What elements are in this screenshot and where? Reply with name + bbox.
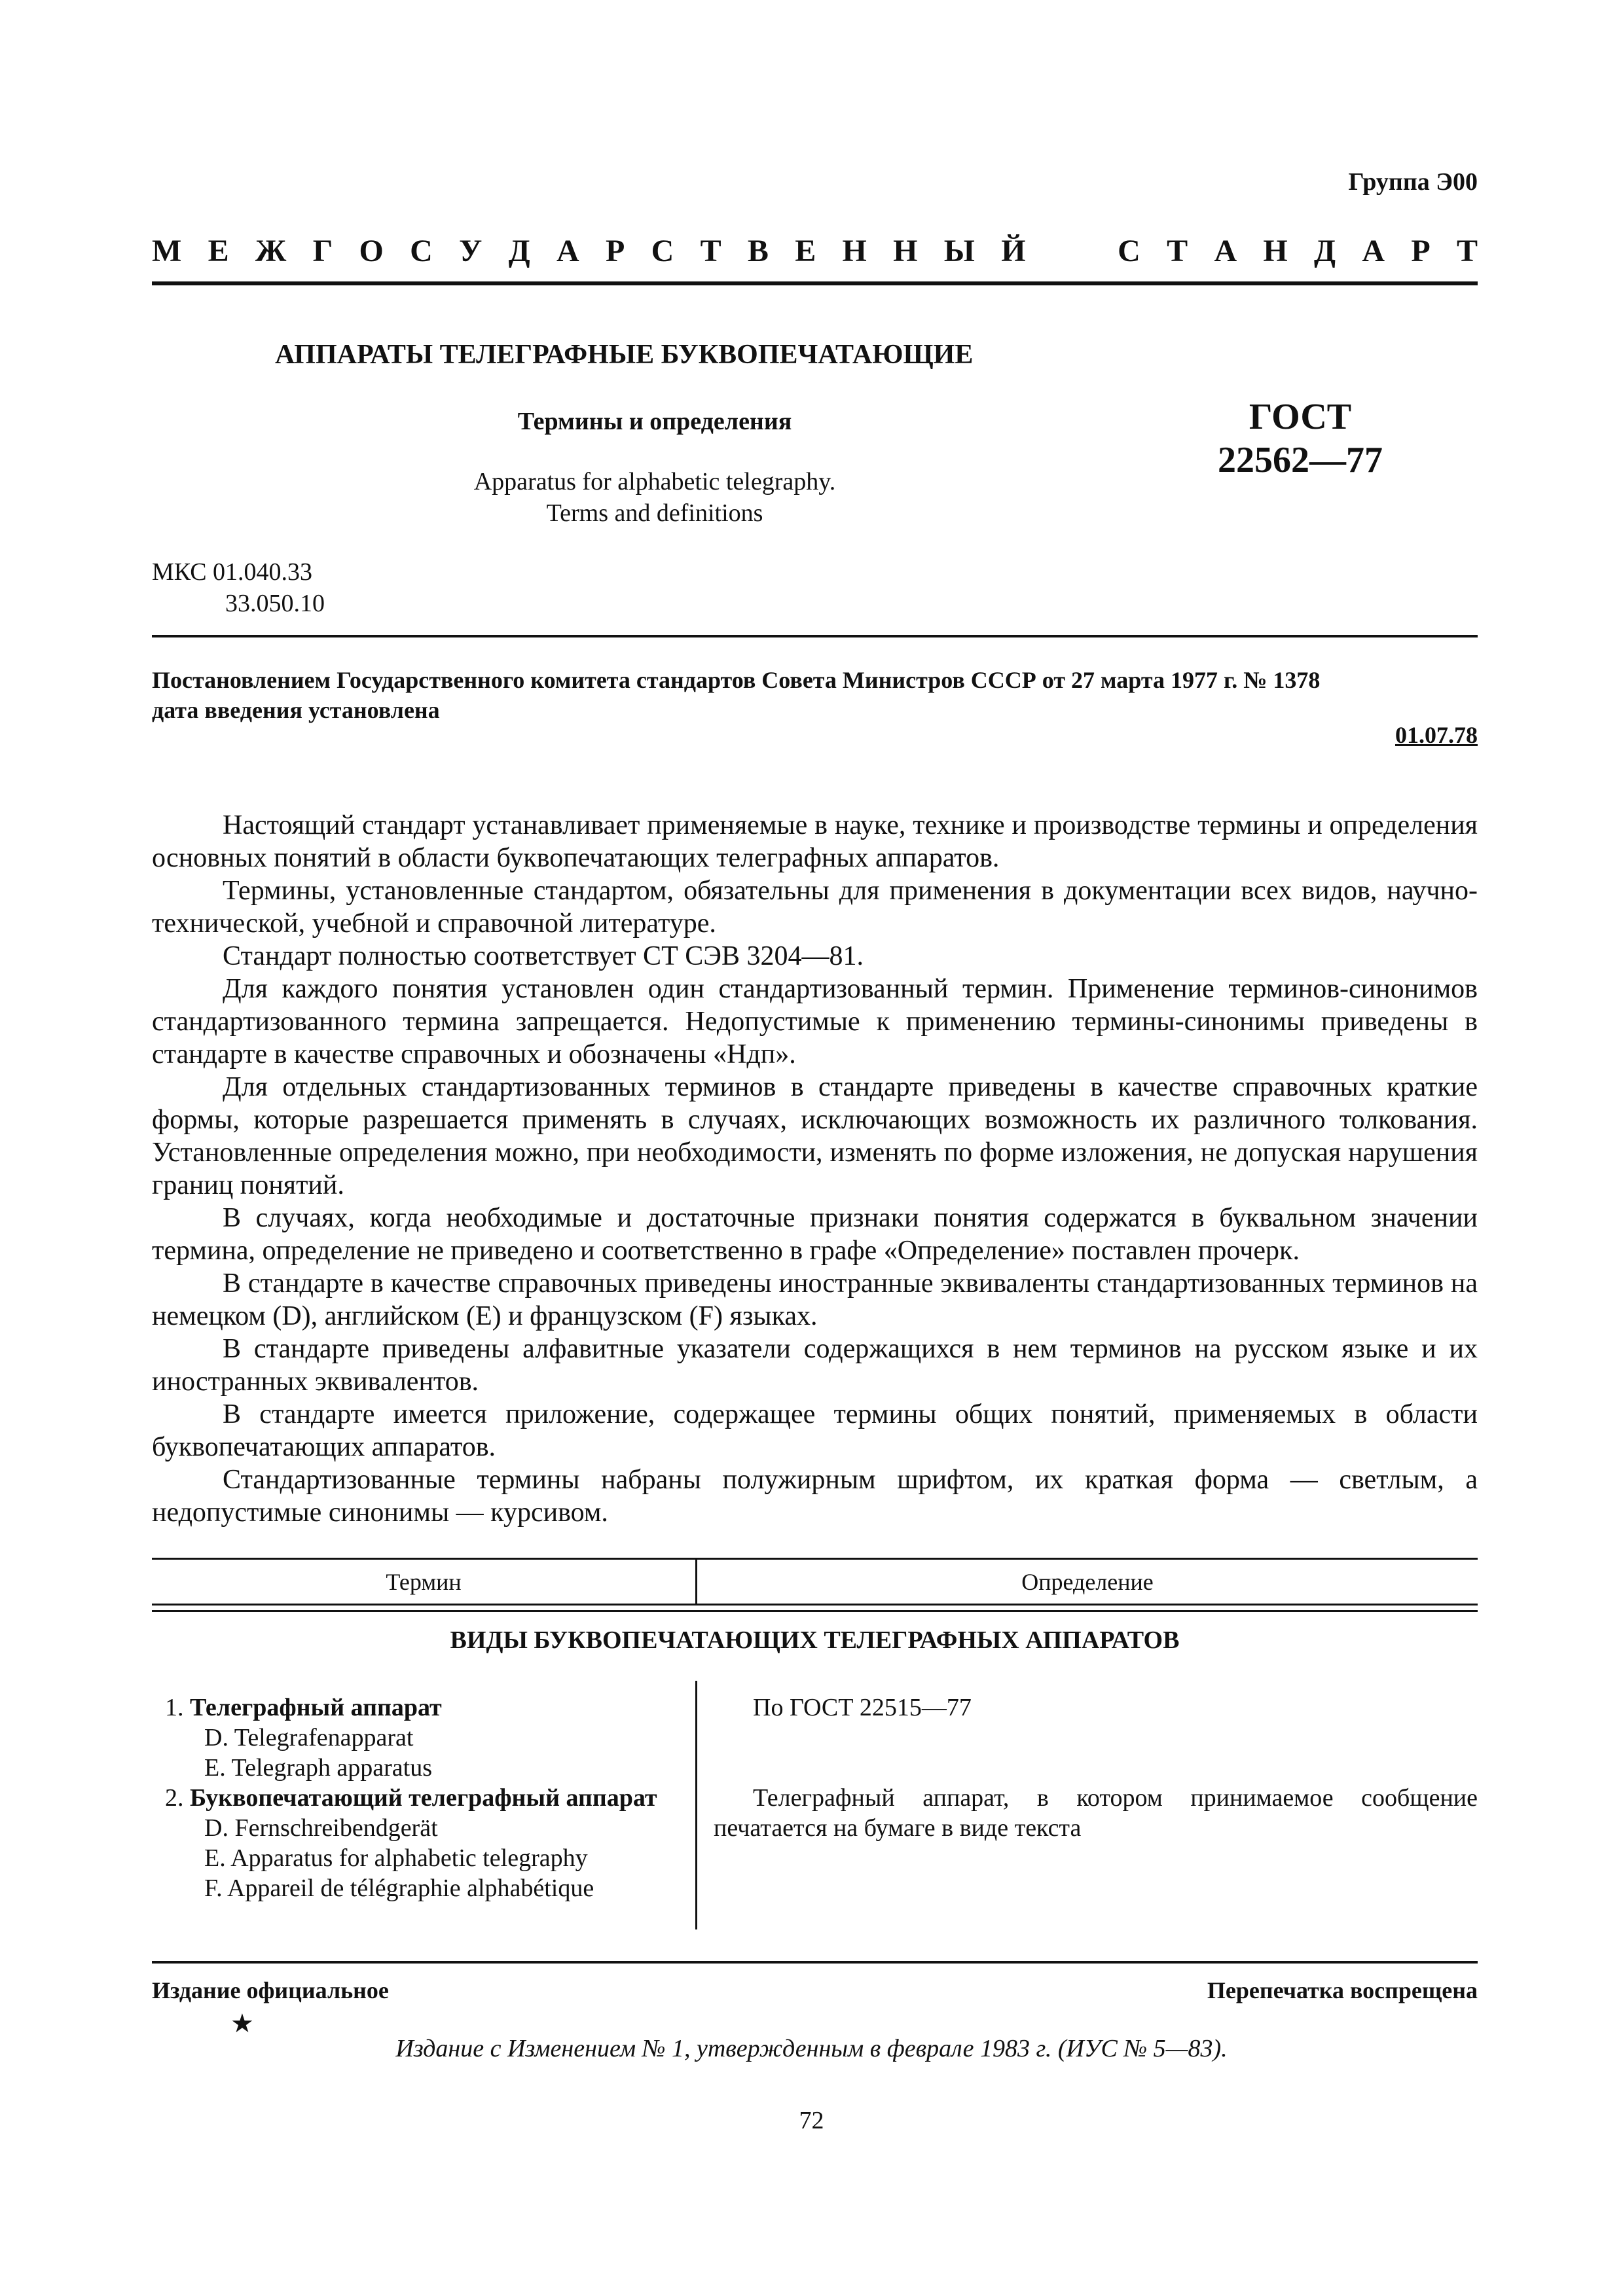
banner-letter: С	[651, 234, 674, 268]
definition-2	[714, 1783, 1478, 1843]
body-paragraph: В стандарте приведены алфавитные указатели содержащихся в нем терминов на русском языке и их иностранных эквивалентов.	[152, 1334, 1478, 1397]
star-icon: ★	[230, 2009, 254, 2038]
banner-letter: Ы	[943, 234, 975, 268]
banner-letter: В	[747, 234, 769, 268]
mks-line2: 33.050.10	[225, 590, 325, 617]
official-edition: Издание официальное	[152, 1977, 389, 2003]
body-paragraph: В случаях, когда необходимые и достаточные признаки понятия содержатся в буквальном значении термина, определение не приведено и соответственно в графе «Определение» поставлен прочерк.	[152, 1203, 1478, 1266]
gost-designation	[1218, 395, 1383, 482]
term-number: 1.	[165, 1694, 184, 1721]
standard-banner	[152, 233, 1478, 269]
footer-rule	[152, 1961, 1478, 1964]
table-top-rule	[152, 1558, 1478, 1560]
table-header-rule-2	[152, 1610, 1478, 1612]
banner-letter: Т	[1167, 234, 1188, 268]
group-code: Группа Э00	[1348, 168, 1478, 196]
body-paragraph: Настоящий стандарт устанавливает применяемые в науке, технике и производстве термины и определения основных понятий в области буквопечатающих телеграфных аппаратов.	[152, 810, 1478, 873]
term-name: Телеграфный аппарат	[190, 1694, 442, 1721]
term-en: E. Telegraph apparatus	[204, 1754, 432, 1782]
banner-letter: Д	[508, 234, 530, 268]
banner-letter: А	[556, 234, 579, 268]
banner-rule	[152, 281, 1478, 285]
body-paragraph: Стандартизованные термины набраны полужирным шрифтом, их краткая форма — светлым, а недопустимые синонимы — курсивом.	[152, 1465, 1478, 1528]
document-subtitle: Термины и определения	[517, 408, 792, 435]
body-paragraph: Для отдельных стандартизованных терминов в стандарте приведены в качестве справочных краткие формы, которые разрешается применять в случаях, исключающих возможность их различного толкования. Установленные определения можно, при необходимости, изменять по форме изложения, не допуская нарушения границ понятий.	[152, 1072, 1478, 1200]
introduction-date: 01.07.78	[1395, 722, 1478, 748]
reprint-prohibited: Перепечатка воспрещена	[1207, 1977, 1478, 2003]
term-name: Буквопечатающий телеграфный аппарат	[190, 1784, 657, 1812]
banner-letter: М	[152, 234, 182, 268]
banner-letter: Р	[605, 234, 625, 268]
body-paragraph: В стандарте в качестве справочных приведены иностранные эквиваленты стандартизованных терминов на немецком (D), английском (E) и французском (F) языках.	[152, 1268, 1478, 1331]
banner-letter: Е	[795, 234, 816, 268]
english-title	[0, 466, 1309, 529]
banner-word-gap	[1052, 233, 1091, 269]
banner-letter: А	[1362, 234, 1385, 268]
term-en: E. Apparatus for alphabetic telegraphy	[204, 1844, 588, 1872]
term-de: D. Telegrafenapparat	[204, 1724, 414, 1751]
banner-letter: Н	[842, 234, 867, 268]
banner-letter: Ж	[255, 234, 287, 268]
header-divider	[152, 635, 1478, 637]
term-entry-2	[165, 1783, 657, 1903]
banner-letter: Н	[1263, 234, 1288, 268]
banner-letter: С	[1118, 234, 1140, 268]
amendment-note: Издание с Изменением № 1, утвержденным в феврале 1983 г. (ИУС № 5—83).	[395, 2035, 1228, 2062]
term-number: 2.	[165, 1784, 184, 1812]
body-paragraph: Для каждого понятия установлен один стандартизованный термин. Применение терминов-синонимов стандартизованного термина запрещается. Недопустимые к применению термины-синонимы приведены в стандарте в качестве справочных и обозначены «Ндп».	[152, 974, 1478, 1069]
body-paragraph: Стандарт полностью соответствует СТ СЭВ 3204—81.	[223, 941, 864, 971]
column-header-term: Термин	[386, 1569, 462, 1595]
table-column-divider	[695, 1681, 697, 1929]
introduction-body	[152, 809, 1478, 1529]
body-paragraph: Термины, установленные стандартом, обязательны для применения в документации всех видов, научно-технической, учебной и справочной литературе.	[152, 876, 1478, 939]
definition-1: По ГОСТ 22515—77	[753, 1694, 972, 1721]
table-header-rule-1	[152, 1604, 1478, 1605]
banner-letter: А	[1214, 234, 1237, 268]
banner-letter: О	[359, 234, 384, 268]
definition-text: Телеграфный аппарат, в котором принимаемое сообщение печатается на бумаге в виде текста	[714, 1784, 1478, 1842]
english-title-line1: Apparatus for alphabetic telegraphy.	[473, 468, 836, 495]
decree-line2: дата введения установлена	[152, 697, 440, 723]
decree-text	[152, 665, 1478, 725]
banner-letter: Р	[1411, 234, 1431, 268]
banner-letter: У	[459, 234, 483, 268]
term-de: D. Fernschreibendgerät	[204, 1814, 438, 1842]
banner-letter: Т	[700, 234, 721, 268]
decree-line1: Постановлением Государственного комитета стандартов Совета Министров СССР от 27 марта 1977 г. № 1378	[152, 667, 1321, 693]
banner-letter: Д	[1314, 234, 1336, 268]
english-title-line2: Terms and definitions	[546, 499, 763, 527]
section-heading: ВИДЫ БУКВОПЕЧАТАЮЩИХ ТЕЛЕГРАФНЫХ АППАРАТОВ	[450, 1626, 1180, 1654]
banner-letter: Г	[312, 234, 333, 268]
term-entry-1	[165, 1693, 442, 1783]
document-title: АППАРАТЫ ТЕЛЕГРАФНЫЕ БУКВОПЕЧАТАЮЩИЕ	[275, 340, 974, 370]
banner-letter: Н	[893, 234, 918, 268]
gost-number: 22562—77	[1218, 440, 1383, 480]
column-header-definition: Определение	[1021, 1569, 1154, 1595]
banner-letter: С	[410, 234, 433, 268]
mks-codes	[152, 556, 325, 619]
banner-letter: Т	[1456, 234, 1478, 268]
mks-line1: МКС 01.040.33	[152, 558, 313, 586]
banner-letter: Й	[1001, 234, 1026, 268]
gost-label: ГОСТ	[1249, 397, 1352, 437]
page-number: 72	[799, 2107, 824, 2134]
body-paragraph: В стандарте имеется приложение, содержащее термины общих понятий, применяемых в области буквопечатающих аппаратов.	[152, 1399, 1478, 1462]
term-fr: F. Appareil de télégraphie alphabétique	[204, 1874, 594, 1902]
banner-letter: Е	[208, 234, 229, 268]
